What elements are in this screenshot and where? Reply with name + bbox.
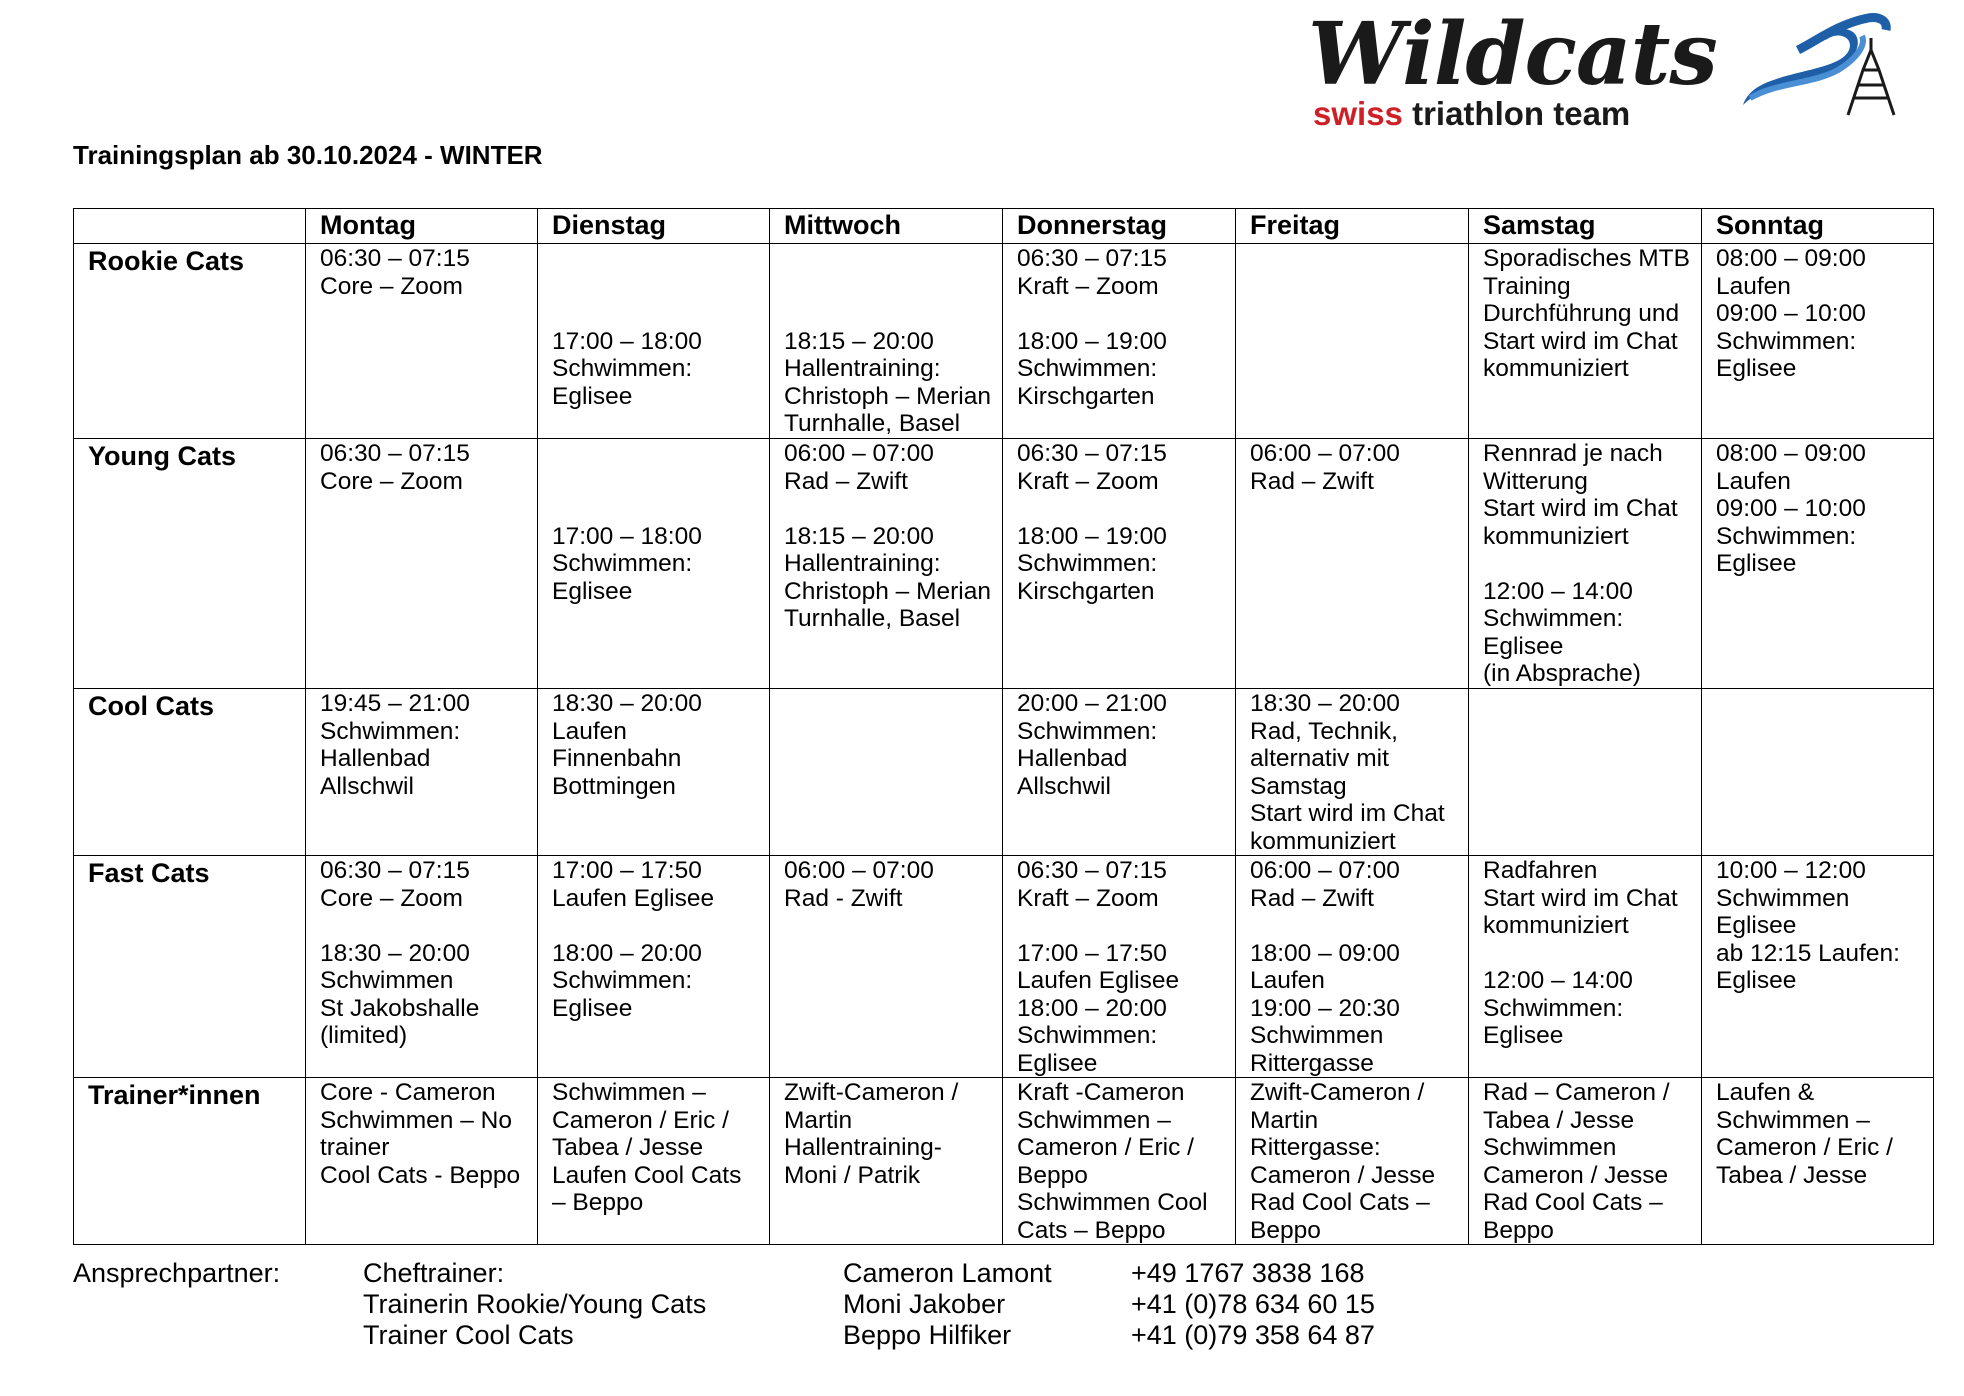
schedule-cell: Rad – Cameron / Tabea / Jesse Schwimmen Cameron / Jesse Rad Cool Cats – Beppo: [1469, 1078, 1702, 1245]
schedule-cell: 06:30 – 07:15 Core – Zoom 18:30 – 20:00 Schwimmen St Jakobshalle (limited): [306, 856, 538, 1078]
table-header-row: [74, 209, 1934, 244]
header-day: Freitag: [1236, 209, 1469, 244]
header-day: Sonntag: [1702, 209, 1934, 244]
group-label: Young Cats: [74, 439, 306, 689]
group-label: Cool Cats: [74, 689, 306, 856]
schedule-cell: 17:00 – 18:00 Schwimmen: Eglisee: [538, 244, 770, 439]
team-logo: [1308, 4, 1918, 132]
schedule-cell: [1469, 689, 1702, 856]
schedule-cell: Radfahren Start wird im Chat kommuniziert 12:00 – 14:00 Schwimmen: Eglisee: [1469, 856, 1702, 1078]
group-label: Trainer*innen: [74, 1078, 306, 1245]
table-row: [74, 439, 1934, 689]
logo-subtitle-swiss: swiss: [1313, 95, 1403, 132]
contact-name: Cameron Lamont: [843, 1258, 1052, 1288]
schedule-cell: Zwift-Cameron / Martin Rittergasse: Cameron / Jesse Rad Cool Cats – Beppo: [1236, 1078, 1469, 1245]
wave-cathedral-icon: [1738, 10, 1908, 120]
logo-wordmark: Wildcats: [1308, 4, 1717, 105]
schedule-cell: 06:30 – 07:15 Core – Zoom: [306, 439, 538, 689]
schedule-cell: 08:00 – 09:00 Laufen 09:00 – 10:00 Schwimmen: Eglisee: [1702, 244, 1934, 439]
schedule-cell: 06:30 – 07:15 Kraft – Zoom 18:00 – 19:00 Schwimmen: Kirschgarten: [1003, 439, 1236, 689]
contact-role: Trainer Cool Cats: [363, 1320, 574, 1350]
contact-name: Beppo Hilfiker: [843, 1320, 1012, 1350]
table-row: [74, 244, 1934, 439]
schedule-cell: 06:30 – 07:15 Kraft – Zoom 18:00 – 19:00 Schwimmen: Kirschgarten: [1003, 244, 1236, 439]
logo-subtitle-team: triathlon team: [1402, 95, 1631, 132]
schedule-cell: Sporadisches MTB Training Durchführung und Start wird im Chat kommuniziert: [1469, 244, 1702, 439]
contact-role: Trainerin Rookie/Young Cats: [363, 1289, 707, 1319]
table-row: [74, 689, 1934, 856]
group-label: Rookie Cats: [74, 244, 306, 439]
header-corner: [74, 209, 306, 244]
schedule-cell: 06:00 – 07:00 Rad – Zwift: [1236, 439, 1469, 689]
contact-label: Ansprechpartner:: [73, 1258, 281, 1288]
schedule-cell: [770, 689, 1003, 856]
schedule-cell: 18:30 – 20:00 Rad, Technik, alternativ mit Samstag Start wird im Chat kommuniziert: [1236, 689, 1469, 856]
schedule-cell: 17:00 – 18:00 Schwimmen: Eglisee: [538, 439, 770, 689]
schedule-cell: 06:30 – 07:15 Kraft – Zoom 17:00 – 17:50 Laufen Eglisee 18:00 – 20:00 Schwimmen: Eglisee: [1003, 856, 1236, 1078]
header-day: Samstag: [1469, 209, 1702, 244]
contact-phones: [1131, 1258, 1375, 1351]
schedule-cell: 20:00 – 21:00 Schwimmen: Hallenbad Allschwil: [1003, 689, 1236, 856]
schedule-cell: 06:00 – 07:00 Rad - Zwift: [770, 856, 1003, 1078]
contact-phone: +41 (0)79 358 64 87: [1131, 1320, 1375, 1350]
header-day: Montag: [306, 209, 538, 244]
header-day: Donnerstag: [1003, 209, 1236, 244]
table-row: [74, 856, 1934, 1078]
header-day: Dienstag: [538, 209, 770, 244]
schedule-cell: 18:15 – 20:00 Hallentraining: Christoph – Merian Turnhalle, Basel: [770, 244, 1003, 439]
contact-names: [843, 1258, 1052, 1351]
schedule-cell: 06:00 – 07:00 Rad – Zwift 18:00 – 09:00 Laufen 19:00 – 20:30 Schwimmen Rittergasse: [1236, 856, 1469, 1078]
schedule-cell: 17:00 – 17:50 Laufen Eglisee 18:00 – 20:00 Schwimmen: Eglisee: [538, 856, 770, 1078]
group-label: Fast Cats: [74, 856, 306, 1078]
schedule-cell: 10:00 – 12:00 Schwimmen Eglisee ab 12:15 Laufen: Eglisee: [1702, 856, 1934, 1078]
schedule-cell: 08:00 – 09:00 Laufen 09:00 – 10:00 Schwimmen: Eglisee: [1702, 439, 1934, 689]
schedule-cell: 06:00 – 07:00 Rad – Zwift 18:15 – 20:00 Hallentraining: Christoph – Merian Turnhalle, Basel: [770, 439, 1003, 689]
schedule-cell: Schwimmen – Cameron / Eric / Tabea / Jesse Laufen Cool Cats – Beppo: [538, 1078, 770, 1245]
contact-phone: +49 1767 3838 168: [1131, 1258, 1365, 1288]
schedule-cell: Rennrad je nach Witterung Start wird im Chat kommuniziert 12:00 – 14:00 Schwimmen: Eglisee (in Absprache): [1469, 439, 1702, 689]
contact-phone: +41 (0)78 634 60 15: [1131, 1289, 1375, 1319]
table-row: [74, 1078, 1934, 1245]
schedule-cell: Zwift-Cameron / Martin Hallentraining- Moni / Patrik: [770, 1078, 1003, 1245]
page-title: Trainingsplan ab 30.10.2024 - WINTER: [73, 140, 543, 170]
schedule-cell: 19:45 – 21:00 Schwimmen: Hallenbad Allschwil: [306, 689, 538, 856]
logo-subtitle: [1313, 96, 1630, 132]
schedule-cell: Laufen & Schwimmen – Cameron / Eric / Tabea / Jesse: [1702, 1078, 1934, 1245]
contact-role: Cheftrainer:: [363, 1258, 505, 1288]
schedule-cell: [1236, 244, 1469, 439]
schedule-cell: 18:30 – 20:00 Laufen Finnenbahn Bottmingen: [538, 689, 770, 856]
training-schedule-table: [73, 208, 1934, 1245]
schedule-cell: [1702, 689, 1934, 856]
schedule-cell: Kraft -Cameron Schwimmen – Cameron / Eric / Beppo Schwimmen Cool Cats – Beppo: [1003, 1078, 1236, 1245]
schedule-cell: Core - Cameron Schwimmen – No trainer Cool Cats - Beppo: [306, 1078, 538, 1245]
schedule-cell: 06:30 – 07:15 Core – Zoom: [306, 244, 538, 439]
contact-name: Moni Jakober: [843, 1289, 1006, 1319]
contact-roles: [363, 1258, 706, 1351]
header-day: Mittwoch: [770, 209, 1003, 244]
